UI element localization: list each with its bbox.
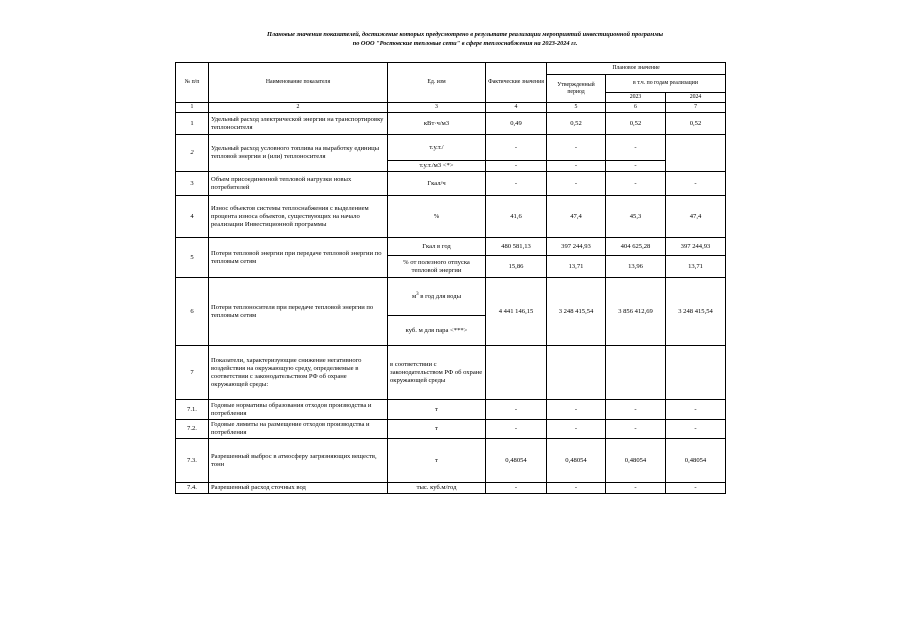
row-approved-b: 13,71 [547,256,606,278]
row-approved: 0,48054 [547,439,606,483]
col-number-7: 7 [666,103,726,113]
header-year-2023: 2023 [606,93,666,103]
row-2024: 0,48054 [666,439,726,483]
row-actual-b: - [486,161,547,172]
row-approved: - [547,400,606,420]
row-2024: - [666,172,726,196]
row-approved: 47,4 [547,196,606,238]
row-approved-empty [547,346,606,400]
table-row [176,420,726,439]
row-2024-a: 397 244,93 [666,238,726,256]
row-unit: % [388,196,486,238]
row-name: Разрешенный расход сточных вод [209,483,388,494]
row-2024-b: 13,71 [666,256,726,278]
row-actual: - [486,172,547,196]
row-2023-b: 13,96 [606,256,666,278]
table-row [176,278,726,316]
unit-suffix: в год для воды [418,293,462,301]
header-approved: Утвержденный период [547,75,606,103]
col-number-4: 4 [486,103,547,113]
row-name: Разрешенный выброс в атмосферу загрязняющих веществ, тонн [209,439,388,483]
row-name: Годовые нормативы образования отходов производства и потребления [209,400,388,420]
row-2023: 0,48054 [606,439,666,483]
row-num: 6 [176,278,209,346]
col-number-2: 2 [209,103,388,113]
row-2024: 47,4 [666,196,726,238]
row-unit: Гкал/ч [388,172,486,196]
row-actual: - [486,400,547,420]
row-name: Удельный расход электрической энергии на транспортировку теплоносителя [209,113,388,135]
row-num: 1 [176,113,209,135]
table-row [176,238,726,256]
row-2023: 45,3 [606,196,666,238]
row-num: 7.2. [176,420,209,439]
header-by-year: в т.ч. по годам реализации [606,75,726,93]
row-actual: 0,49 [486,113,547,135]
row-unit: т [388,420,486,439]
row-2023-a: 404 625,28 [606,238,666,256]
unit-superscript: 3 [416,292,419,298]
table-row [176,113,726,135]
row-2023-empty [606,346,666,400]
table-row [176,346,726,400]
row-unit-a: Гкал в год [388,238,486,256]
row-2023-a: - [606,135,666,161]
row-2023: - [606,483,666,494]
row-approved: 0,52 [547,113,606,135]
row-name: Потери теплоносителя при передаче тепловой энергии по тепловым сетям [209,278,388,346]
row-name: Удельный расход условного топлива на выработку единицы тепловой энергии и (или) теплоносителя [209,135,388,172]
col-number-6: 6 [606,103,666,113]
row-2023: - [606,400,666,420]
row-unit-b: т.у.т./м3 <*> [388,161,486,172]
title-line-2: по ООО "Ростовские тепловые сети" в сфере теплоснабжения на 2023-2024 гг. [352,40,578,47]
row-2024: 0,52 [666,113,726,135]
row-approved: - [547,420,606,439]
row-unit-b: % от полезного отпуска тепловой энергии [388,256,486,278]
row-num: 7 [176,346,209,400]
row-unit: в соответствии с законодательством РФ об охране окружающей среды [388,346,486,400]
table-row [176,135,726,161]
header-unit: Ед. изм [388,63,486,103]
row-name: Объем присоединенной тепловой нагрузки новых потребителей [209,172,388,196]
row-name: Износ объектов системы теплоснабжения с выделением процента износа объектов, существующих на начало реализации Инвестиционной программы [209,196,388,238]
row-2023: - [606,420,666,439]
row-approved: - [547,172,606,196]
row-unit: кВт·ч/м3 [388,113,486,135]
row-2024: - [666,420,726,439]
row-2024: - [666,483,726,494]
header-num: № п/п [176,63,209,103]
table-row [176,483,726,494]
row-actual: 0,48054 [486,439,547,483]
row-2023-b: - [606,161,666,172]
row-unit: т [388,439,486,483]
row-actual: 41,6 [486,196,547,238]
row-approved-a: 397 244,93 [547,238,606,256]
unit-prefix: м [411,293,417,301]
header-actual: Фактические значения [486,63,547,103]
row-approved-b: - [547,161,606,172]
header-planned: Плановое значение [547,63,726,75]
row-2023: 0,52 [606,113,666,135]
row-actual-b: 15,86 [486,256,547,278]
row-2023: 3 856 412,69 [606,278,666,346]
row-num: 7.1. [176,400,209,420]
col-number-1: 1 [176,103,209,113]
row-num: 7.4. [176,483,209,494]
row-unit-b: куб. м для пара <***> [388,316,486,346]
row-name: Годовые лимиты на размещение отходов производства и потребления [209,420,388,439]
row-2024-empty [666,346,726,400]
document-title [175,30,755,48]
table-row [176,439,726,483]
header-year-2024: 2024 [666,93,726,103]
table-row [176,196,726,238]
row-actual-empty [486,346,547,400]
row-actual: - [486,420,547,439]
title-line-1: Плановые значения показателей, достижение которых предусмотрено в результате реализации мероприятий инвестиционной программы [266,31,664,38]
row-2024: 3 248 415,54 [666,278,726,346]
row-actual: - [486,483,547,494]
row-unit: тыс. куб.м/год [388,483,486,494]
row-num: 2 [176,135,209,172]
row-unit: т [388,400,486,420]
row-2023: - [606,172,666,196]
row-num: 7.3. [176,439,209,483]
row-approved: - [547,483,606,494]
row-approved-a: - [547,135,606,161]
row-unit-a [388,278,486,316]
indicators-table [175,62,726,494]
col-number-5: 5 [547,103,606,113]
row-approved: 3 248 415,54 [547,278,606,346]
row-actual: 4 441 146,15 [486,278,547,346]
row-actual-a: 480 581,13 [486,238,547,256]
row-actual-a: - [486,135,547,161]
row-2024: - [666,400,726,420]
row-name: Потери тепловой энергии при передаче тепловой энергии по тепловым сетям [209,238,388,278]
row-num: 3 [176,172,209,196]
row-unit-a: т.у.т./ [388,135,486,161]
row-num: 5 [176,238,209,278]
col-number-3: 3 [388,103,486,113]
row-2024-empty [666,135,726,172]
header-name: Наименование показателя [209,63,388,103]
row-name: Показатели, характеризующие снижение негативного воздействия на окружающую среду, определяемые в соответствии с законодательством РФ об охране окружающей среды: [209,346,388,400]
table-row [176,172,726,196]
table-row [176,400,726,420]
row-num: 4 [176,196,209,238]
